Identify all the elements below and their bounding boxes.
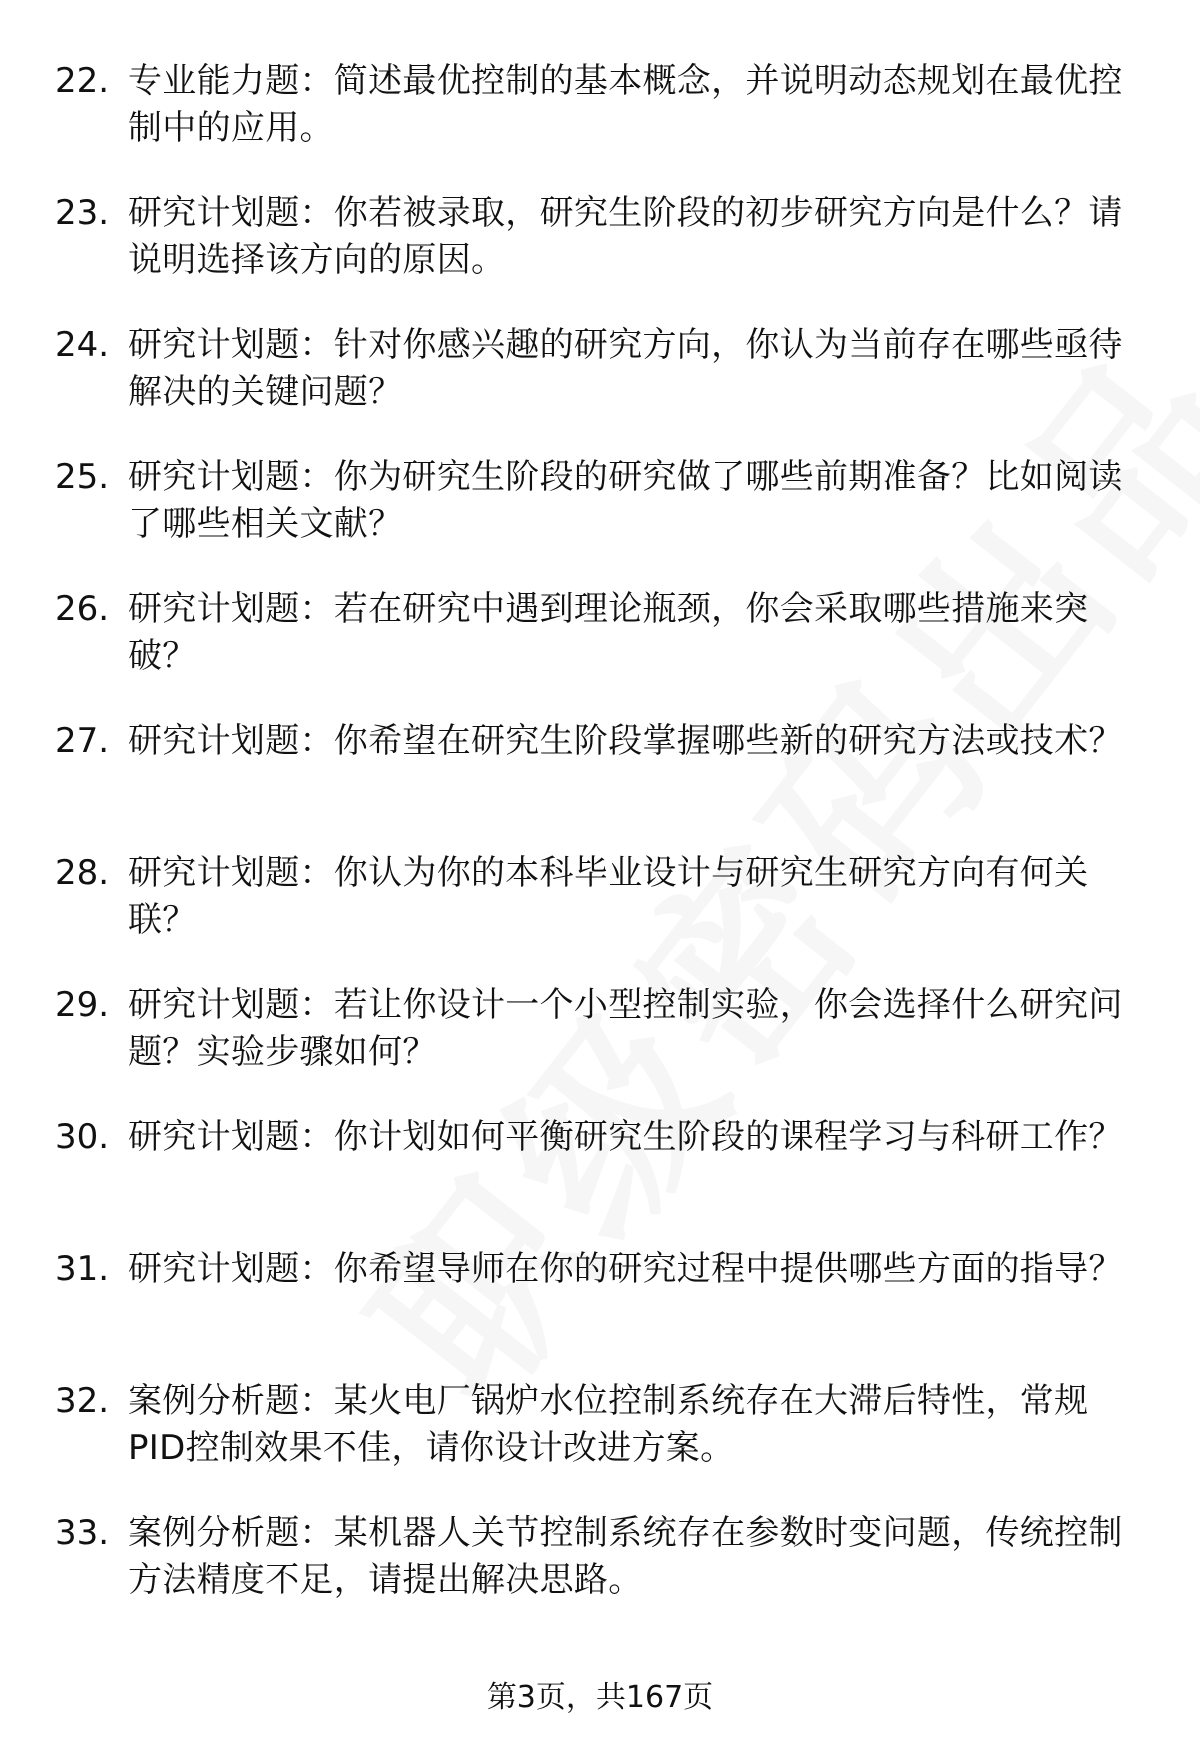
question-text: 研究计划题：你若被录取，研究生阶段的初步研究方向是什么？请说明选择该方向的原因。 bbox=[128, 193, 1123, 280]
question-text: 案例分析题：某机器人关节控制系统存在参数时变问题，传统控制方法精度不足，请提出解决思路。 bbox=[128, 1513, 1123, 1600]
question-number: 22. bbox=[55, 61, 110, 101]
question-number: 33. bbox=[55, 1513, 110, 1553]
question-text: 研究计划题：你计划如何平衡研究生阶段的课程学习与科研工作？ bbox=[128, 1117, 1123, 1157]
list-item bbox=[55, 1114, 1145, 1246]
question-number: 27. bbox=[55, 721, 110, 761]
question-number: 31. bbox=[55, 1249, 110, 1289]
list-item bbox=[55, 322, 1145, 454]
question-text: 研究计划题：针对你感兴趣的研究方向，你认为当前存在哪些亟待解决的关键问题？ bbox=[128, 325, 1123, 412]
list-item bbox=[55, 454, 1145, 586]
question-list bbox=[55, 58, 1145, 1642]
question-number: 29. bbox=[55, 985, 110, 1025]
question-text: 研究计划题：你希望在研究生阶段掌握哪些新的研究方法或技术？ bbox=[128, 721, 1123, 761]
list-item bbox=[55, 718, 1145, 850]
question-number: 24. bbox=[55, 325, 110, 365]
list-item bbox=[55, 1510, 1145, 1642]
question-number: 23. bbox=[55, 193, 110, 233]
question-text: 研究计划题：你为研究生阶段的研究做了哪些前期准备？比如阅读了哪些相关文献？ bbox=[128, 457, 1123, 544]
list-item bbox=[55, 850, 1145, 982]
question-number: 25. bbox=[55, 457, 110, 497]
list-item bbox=[55, 58, 1145, 190]
list-item bbox=[55, 190, 1145, 322]
question-text: 研究计划题：若在研究中遇到理论瓶颈，你会采取哪些措施来突破？ bbox=[128, 589, 1089, 676]
list-item bbox=[55, 1246, 1145, 1378]
list-item bbox=[55, 982, 1145, 1114]
question-text: 研究计划题：你希望导师在你的研究过程中提供哪些方面的指导？ bbox=[128, 1249, 1123, 1289]
question-text: 研究计划题：你认为你的本科毕业设计与研究生研究方向有何关联？ bbox=[128, 853, 1089, 940]
question-number: 26. bbox=[55, 589, 110, 629]
question-number: 32. bbox=[55, 1381, 110, 1421]
question-number: 28. bbox=[55, 853, 110, 893]
question-text: 专业能力题：简述最优控制的基本概念，并说明动态规划在最优控制中的应用。 bbox=[128, 61, 1123, 148]
question-text: 研究计划题：若让你设计一个小型控制实验，你会选择什么研究问题？实验步骤如何？ bbox=[128, 985, 1123, 1072]
list-item bbox=[55, 586, 1145, 718]
question-text: 案例分析题：某火电厂锅炉水位控制系统存在大滞后特性，常规PID控制效果不佳，请你设计改进方案。 bbox=[128, 1381, 1089, 1468]
list-item bbox=[55, 1378, 1145, 1510]
question-number: 30. bbox=[55, 1117, 110, 1157]
page-indicator: 第3页，共167页 bbox=[486, 1680, 714, 1715]
